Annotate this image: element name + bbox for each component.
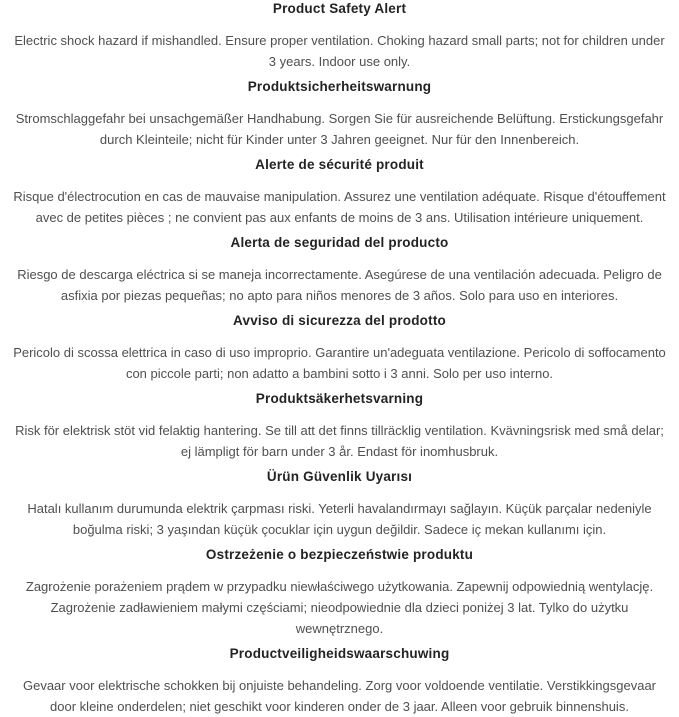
- section-heading-german: Produktsicherheitswarnung: [247, 79, 432, 94]
- section-body-turkish: Hatalı kullanım durumunda elektrik çarpması riski. Yeterli havalandırmayı sağlayın. Küçük parçalar nedeniyle boğulma riski; 3 yaşından küçük çocuklar için uygun değildir. Sadece iç mekan kullanımı için.: [27, 501, 652, 537]
- section-body-german: Stromschlaggefahr bei unsachgemäßer Handhabung. Sorgen Sie für ausreichende Belüftung. Erstickungsgefahr durch Kleinteile; nicht für Kinder unter 3 Jahren geeignet. Nur für den Innenbereich.: [15, 111, 664, 147]
- section-turkish: [9, 469, 670, 540]
- section-dutch: [9, 646, 670, 717]
- section-french: [9, 157, 670, 228]
- section-heading-swedish: Produktsäkerhetsvarning: [255, 391, 424, 406]
- section-body-italian: Pericolo di scossa elettrica in caso di uso improprio. Garantire un'adeguata ventilazione. Pericolo di soffocamento con piccole parti; non adatto a bambini sotto i 3 anni. Solo per uso interno.: [13, 345, 666, 381]
- section-german: [9, 79, 670, 150]
- section-spanish: [9, 235, 670, 306]
- section-italian: [9, 313, 670, 384]
- section-heading-english: Product Safety Alert: [272, 1, 407, 16]
- section-body-dutch: Gevaar voor elektrische schokken bij onjuiste behandeling. Zorg voor voldoende ventilatie. Verstikkingsgevaar door kleine onderdelen; niet geschikt voor kinderen onder de 3 jaar. Alleen voor gebruik binnenshuis.: [22, 678, 657, 714]
- section-heading-spanish: Alerta de seguridad del producto: [230, 235, 449, 250]
- section-body-french: Risque d'électrocution en cas de mauvaise manipulation. Assurez une ventilation adéquate. Risque d'étouffement avec de petites pièces ; ne convient pas aux enfants de moins de 3 ans. Utilisation intérieure uniquement.: [13, 189, 666, 225]
- section-heading-turkish: Ürün Güvenlik Uyarısı: [266, 469, 413, 484]
- section-english: [9, 1, 670, 72]
- section-heading-dutch: Productveiligheidswaarschuwing: [229, 646, 450, 661]
- section-body-polish: Zagrożenie porażeniem prądem w przypadku niewłaściwego użytkowania. Zapewnij odpowiednią wentylację. Zagrożenie zadławieniem małymi częściami; nieodpowiednie dla dzieci poniżej 3 lat. Tylko do użytku wewnętrznego.: [25, 579, 654, 636]
- section-swedish: [9, 391, 670, 462]
- section-body-swedish: Risk för elektrisk stöt vid felaktig hantering. Se till att det finns tillräcklig ventilation. Kvävningsrisk med små delar; ej lämpligt för barn under 3 år. Endast för inomhusbruk.: [15, 423, 664, 459]
- section-body-english: Electric shock hazard if mishandled. Ensure proper ventilation. Choking hazard small parts; not for children under 3 years. Indoor use only.: [14, 33, 665, 69]
- section-heading-polish: Ostrzeżenie o bezpieczeństwie produktu: [205, 547, 474, 562]
- section-polish: [9, 547, 670, 639]
- section-heading-italian: Avviso di sicurezza del prodotto: [233, 313, 446, 328]
- section-heading-french: Alerte de sécurité produit: [255, 157, 424, 172]
- section-body-spanish: Riesgo de descarga eléctrica si se maneja incorrectamente. Asegúrese de una ventilación adecuada. Peligro de asfixia por piezas pequeñas; no apto para niños menores de 3 años. Solo para uso en interiores.: [17, 267, 662, 303]
